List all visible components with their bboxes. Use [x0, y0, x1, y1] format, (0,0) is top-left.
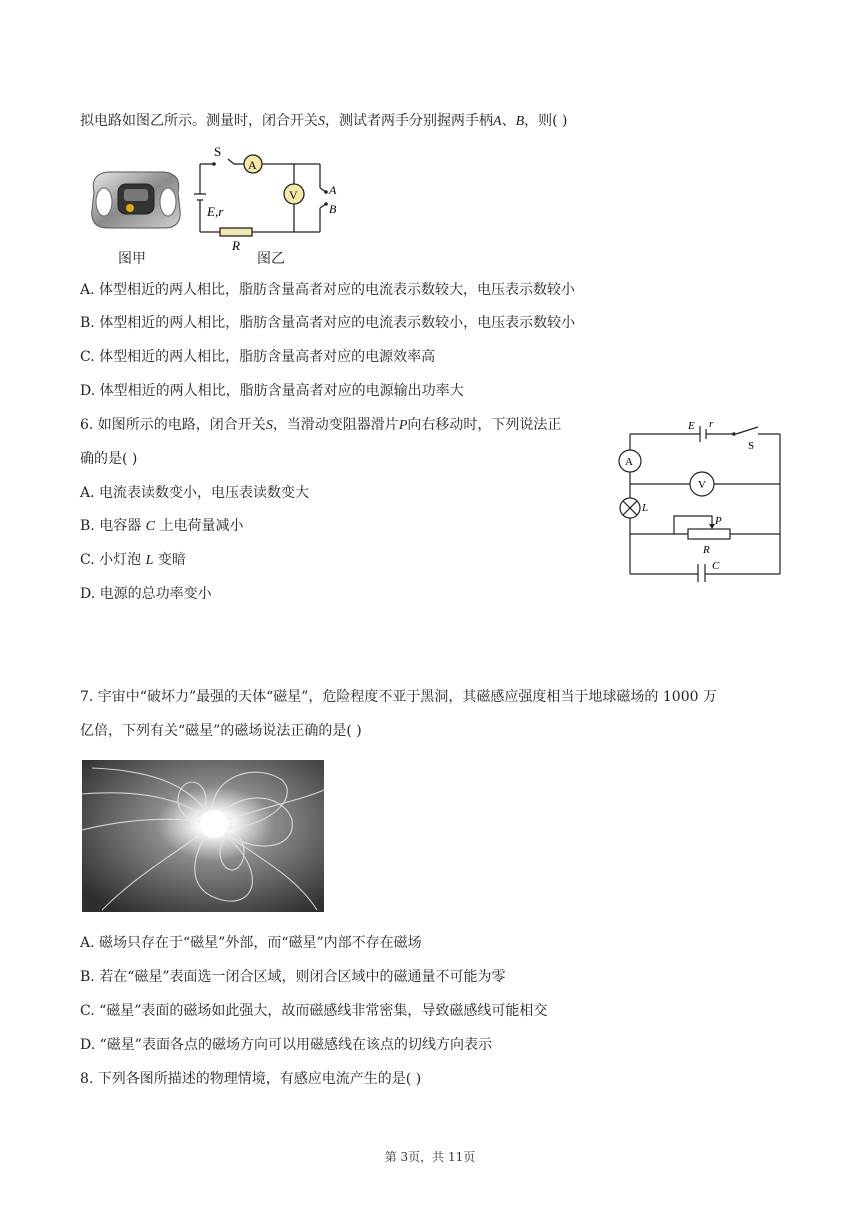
q8-stem: 8. 下列各图所描述的物理情境，有感应电流产生的是( ) — [80, 1071, 422, 1087]
q7-option-a: A. 磁场只存在于“磁星”外部，而“磁星”内部不存在磁场 — [80, 935, 422, 951]
figure-2-caption: 图乙 — [257, 251, 285, 267]
body-fat-meter-figure — [86, 162, 186, 238]
q7-stem-line2: 亿倍，下列有关“磁星”的磁场说法正确的是( ) — [80, 723, 362, 739]
label-lamp: L — [642, 502, 649, 514]
q5-option-b: B. 体型相近的两人相比，脂肪含量高者对应的电流表示数较小，电压表示数较小 — [80, 315, 576, 331]
label-s: S — [748, 440, 755, 452]
q6-stem-line1: 6. 如图所示的电路，闭合开关S，当滑动变阻器滑片P向右移动时，下列说法正 — [80, 417, 562, 433]
page-footer: 第 3页，共 11页 — [384, 1150, 476, 1164]
figure-1-caption: 图甲 — [118, 251, 146, 267]
circuit-diagram-2 — [608, 416, 788, 582]
q6-option-d: D. 电源的总功率变小 — [80, 586, 212, 602]
q5-intro: 拟电路如图乙所示。测量时，闭合开关S，测试者两手分别握两手柄A、B，则( ) — [80, 113, 568, 129]
q6-option-c: C. 小灯泡 L 变暗 — [80, 552, 186, 568]
q6-option-b: B. 电容器 C 上电荷量减小 — [80, 518, 244, 534]
label-voltmeter: V — [698, 479, 706, 491]
label-ammeter: A — [625, 456, 633, 468]
label-voltmeter: V — [289, 188, 298, 202]
label-r: r — [709, 418, 714, 430]
magnetar-image — [82, 760, 324, 912]
label-capacitor: C — [712, 560, 720, 572]
q5-option-d: D. 体型相近的两人相比，脂肪含量高者对应的电源输出功率大 — [80, 383, 464, 399]
label-handle-b: B — [329, 202, 337, 216]
label-handle-a: A — [329, 183, 337, 197]
label-source: E,r — [207, 204, 224, 219]
label-e: E — [688, 420, 695, 432]
q5-option-c: C. 体型相近的两人相比，脂肪含量高者对应的电源效率高 — [80, 349, 436, 365]
q5-option-a: A. 体型相近的两人相比，脂肪含量高者对应的电流表示数较大，电压表示数较小 — [80, 282, 576, 298]
q7-option-b: B. 若在“磁星”表面选一闭合区域，则闭合区域中的磁通量不可能为零 — [80, 969, 506, 985]
label-resistor: R — [703, 544, 710, 556]
q7-stem-line1: 7. 宇宙中“破坏力”最强的天体“磁星”，危险程度不亚于黑洞，其磁感应强度相当于地球磁场的 1000 万 — [80, 689, 717, 705]
q7-option-c: C. “磁星”表面的磁场如此强大，故而磁感线非常密集，导致磁感线可能相交 — [80, 1003, 548, 1019]
label-resistor: R — [232, 238, 240, 252]
label-p: P — [715, 515, 722, 527]
circuit-diagram-1 — [188, 142, 348, 252]
label-ammeter: A — [248, 158, 257, 172]
q6-stem-line2: 确的是( ) — [80, 451, 138, 467]
label-switch-s: S — [214, 144, 222, 159]
q6-option-a: A. 电流表读数变小，电压表读数变大 — [80, 485, 310, 501]
q7-option-d: D. “磁星”表面各点的磁场方向可以用磁感线在该点的切线方向表示 — [80, 1037, 492, 1053]
